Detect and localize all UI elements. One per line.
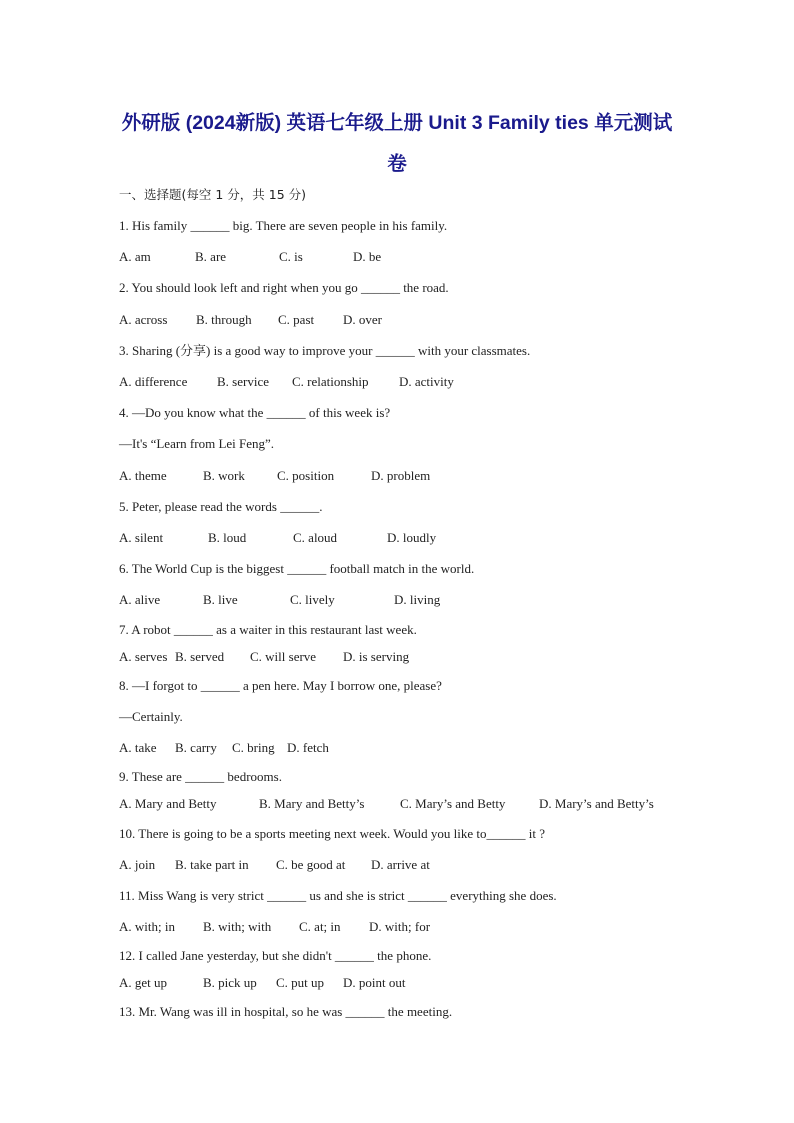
option-row <box>119 530 719 546</box>
question-stem: 5. Peter, please read the words ______. <box>119 499 323 514</box>
option-d: D. is serving <box>343 649 410 664</box>
option-d: D. over <box>343 312 382 327</box>
option-row <box>119 919 719 935</box>
question-stem: 10. There is going to be a sports meeting next week. Would you like to______ it ? <box>119 826 545 841</box>
option-d: D. with; for <box>369 919 431 934</box>
option-d: D. Mary’s and Betty’s <box>539 796 654 811</box>
document-title-line-1: 外研版 (2024新版) 英语七年级上册 Unit 3 Family ties 单元测试 <box>121 112 673 134</box>
option-b: B. carry <box>175 740 217 755</box>
option-d: D. problem <box>371 468 431 483</box>
question-reply: —It's “Learn from Lei Feng”. <box>119 436 275 451</box>
option-a: A. difference <box>119 374 188 389</box>
option-row <box>119 975 719 991</box>
question-stem: 1. His family ______ big. There are seven people in his family. <box>119 218 448 233</box>
option-c: C. bring <box>232 740 275 755</box>
option-d: D. be <box>353 249 382 264</box>
option-d: D. fetch <box>287 740 329 755</box>
option-c: C. lively <box>290 592 335 607</box>
option-c: C. put up <box>276 975 325 990</box>
option-b: B. loud <box>208 530 247 545</box>
option-c: C. position <box>277 468 335 483</box>
document-title-line-2: 卷 <box>387 153 407 175</box>
option-a: A. get up <box>119 975 168 990</box>
option-c: C. be good at <box>276 857 346 872</box>
question-stem: 6. The World Cup is the biggest ______ football match in the world. <box>119 561 475 576</box>
option-row <box>119 857 719 873</box>
option-a: A. theme <box>119 468 167 483</box>
question-reply: —Certainly. <box>119 709 183 724</box>
option-b: B. work <box>203 468 245 483</box>
option-row <box>119 796 719 812</box>
option-b: B. with; with <box>203 919 272 934</box>
option-d: D. arrive at <box>371 857 430 872</box>
option-c: C. will serve <box>250 649 317 664</box>
option-d: D. activity <box>399 374 454 389</box>
option-b: B. are <box>195 249 227 264</box>
section-heading: 一、选择题(每空 1 分，共 15 分) <box>119 187 307 202</box>
question-stem: 13. Mr. Wang was ill in hospital, so he was ______ the meeting. <box>119 1004 453 1019</box>
question-stem: 4. —Do you know what the ______ of this week is? <box>119 405 391 420</box>
question-stem: 9. These are ______ bedrooms. <box>119 769 282 784</box>
question-stem: 7. A robot ______ as a waiter in this restaurant last week. <box>119 622 417 637</box>
option-c: C. Mary’s and Betty <box>400 796 506 811</box>
question-stem: 11. Miss Wang is very strict ______ us and she is strict ______ everything she does. <box>119 888 557 903</box>
option-c: C. aloud <box>293 530 338 545</box>
option-b: B. take part in <box>175 857 249 872</box>
option-b: B. pick up <box>203 975 257 990</box>
option-a: A. take <box>119 740 157 755</box>
option-a: A. silent <box>119 530 164 545</box>
question-stem: 8. —I forgot to ______ a pen here. May I borrow one, please? <box>119 678 442 693</box>
option-a: A. across <box>119 312 168 327</box>
option-row <box>119 649 719 665</box>
option-c: C. relationship <box>292 374 369 389</box>
option-b: B. service <box>217 374 269 389</box>
question-stem: 2. You should look left and right when you go ______ the road. <box>119 280 449 295</box>
question-stem: 3. Sharing (分享) is a good way to improve your ______ with your classmates. <box>119 343 531 358</box>
option-row <box>119 740 719 756</box>
option-a: A. alive <box>119 592 161 607</box>
option-a: A. serves <box>119 649 168 664</box>
option-b: B. live <box>203 592 238 607</box>
option-b: B. served <box>175 649 225 664</box>
option-c: C. past <box>278 312 315 327</box>
option-a: A. Mary and Betty <box>119 796 217 811</box>
question-stem: 12. I called Jane yesterday, but she didn't ______ the phone. <box>119 948 432 963</box>
option-a: A. with; in <box>119 919 175 934</box>
option-d: D. living <box>394 592 441 607</box>
option-b: B. Mary and Betty’s <box>259 796 365 811</box>
option-row <box>119 468 719 484</box>
option-row <box>119 592 719 608</box>
option-d: D. point out <box>343 975 406 990</box>
option-c: C. at; in <box>299 919 341 934</box>
option-a: A. join <box>119 857 156 872</box>
option-d: D. loudly <box>387 530 437 545</box>
option-row <box>119 312 719 328</box>
option-a: A. am <box>119 249 151 264</box>
option-row <box>119 374 719 390</box>
option-c: C. is <box>279 249 303 264</box>
option-row <box>119 249 719 265</box>
option-b: B. through <box>196 312 252 327</box>
